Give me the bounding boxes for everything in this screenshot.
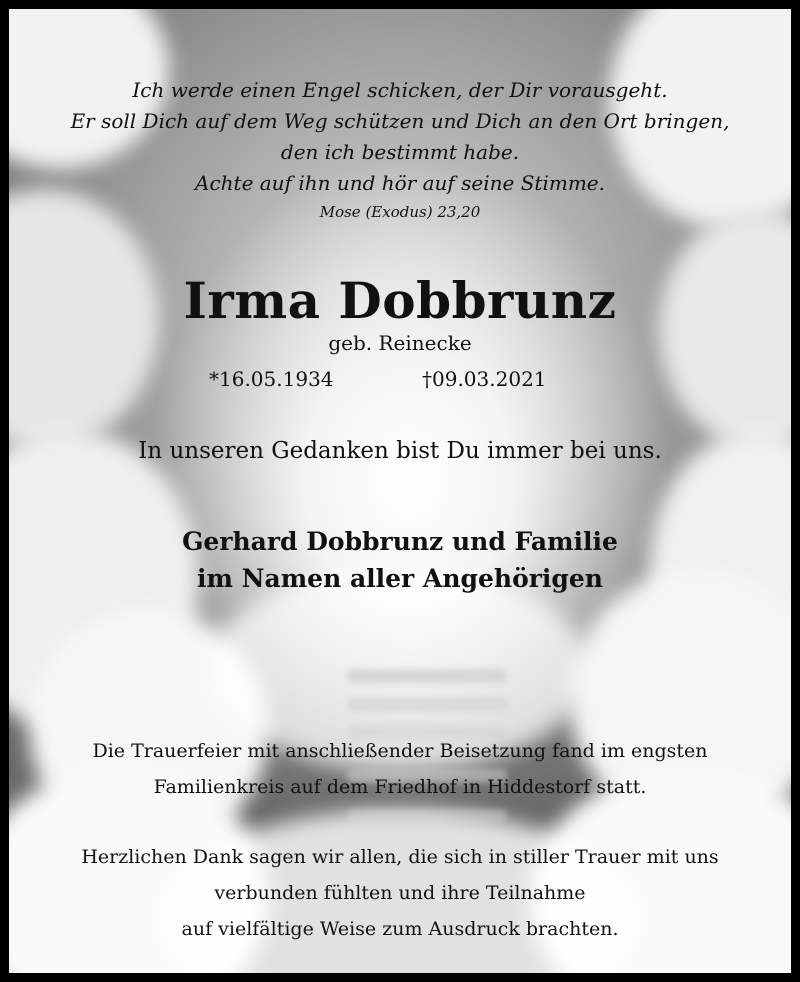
obituary-card bbox=[9, 9, 791, 973]
bible-quote bbox=[9, 75, 791, 199]
quote-line: den ich bestimmt habe. bbox=[280, 140, 520, 164]
quote-line: Achte auf ihn und hör auf seine Stimme. bbox=[195, 171, 605, 195]
thanks-line: Herzlichen Dank sagen wir allen, die sich in stiller Trauer mit uns bbox=[81, 846, 719, 868]
thanks-line: verbunden fühlten und ihre Teilnahme bbox=[214, 882, 586, 904]
thanks-line: auf vielfältige Weise zum Ausdruck brachten. bbox=[181, 918, 619, 940]
maiden-name: geb. Reinecke bbox=[328, 331, 472, 355]
notice-line: Familienkreis auf dem Friedhof in Hiddestorf statt. bbox=[153, 776, 647, 798]
quote-line: Er soll Dich auf dem Weg schützen und Dich an den Ort bringen, bbox=[70, 109, 730, 133]
mourners bbox=[9, 523, 791, 597]
funeral-notice bbox=[9, 733, 791, 805]
deceased-name: Irma Dobbrunz bbox=[183, 271, 617, 330]
quote-source: Mose (Exodus) 23,20 bbox=[319, 203, 481, 221]
obituary-text bbox=[9, 9, 791, 973]
quote-line: Ich werde einen Engel schicken, der Dir vorausgeht. bbox=[132, 78, 668, 102]
birth-date: *16.05.1934 bbox=[209, 367, 334, 391]
death-date: †09.03.2021 bbox=[422, 367, 547, 391]
memorial-phrase: In unseren Gedanken bist Du immer bei uns. bbox=[138, 438, 662, 464]
mourner-line: Gerhard Dobbrunz und Familie bbox=[182, 527, 618, 556]
thanks-notice bbox=[9, 839, 791, 947]
mourner-line: im Namen aller Angehörigen bbox=[197, 564, 603, 593]
notice-line: Die Trauerfeier mit anschließender Beisetzung fand im engsten bbox=[92, 740, 708, 762]
